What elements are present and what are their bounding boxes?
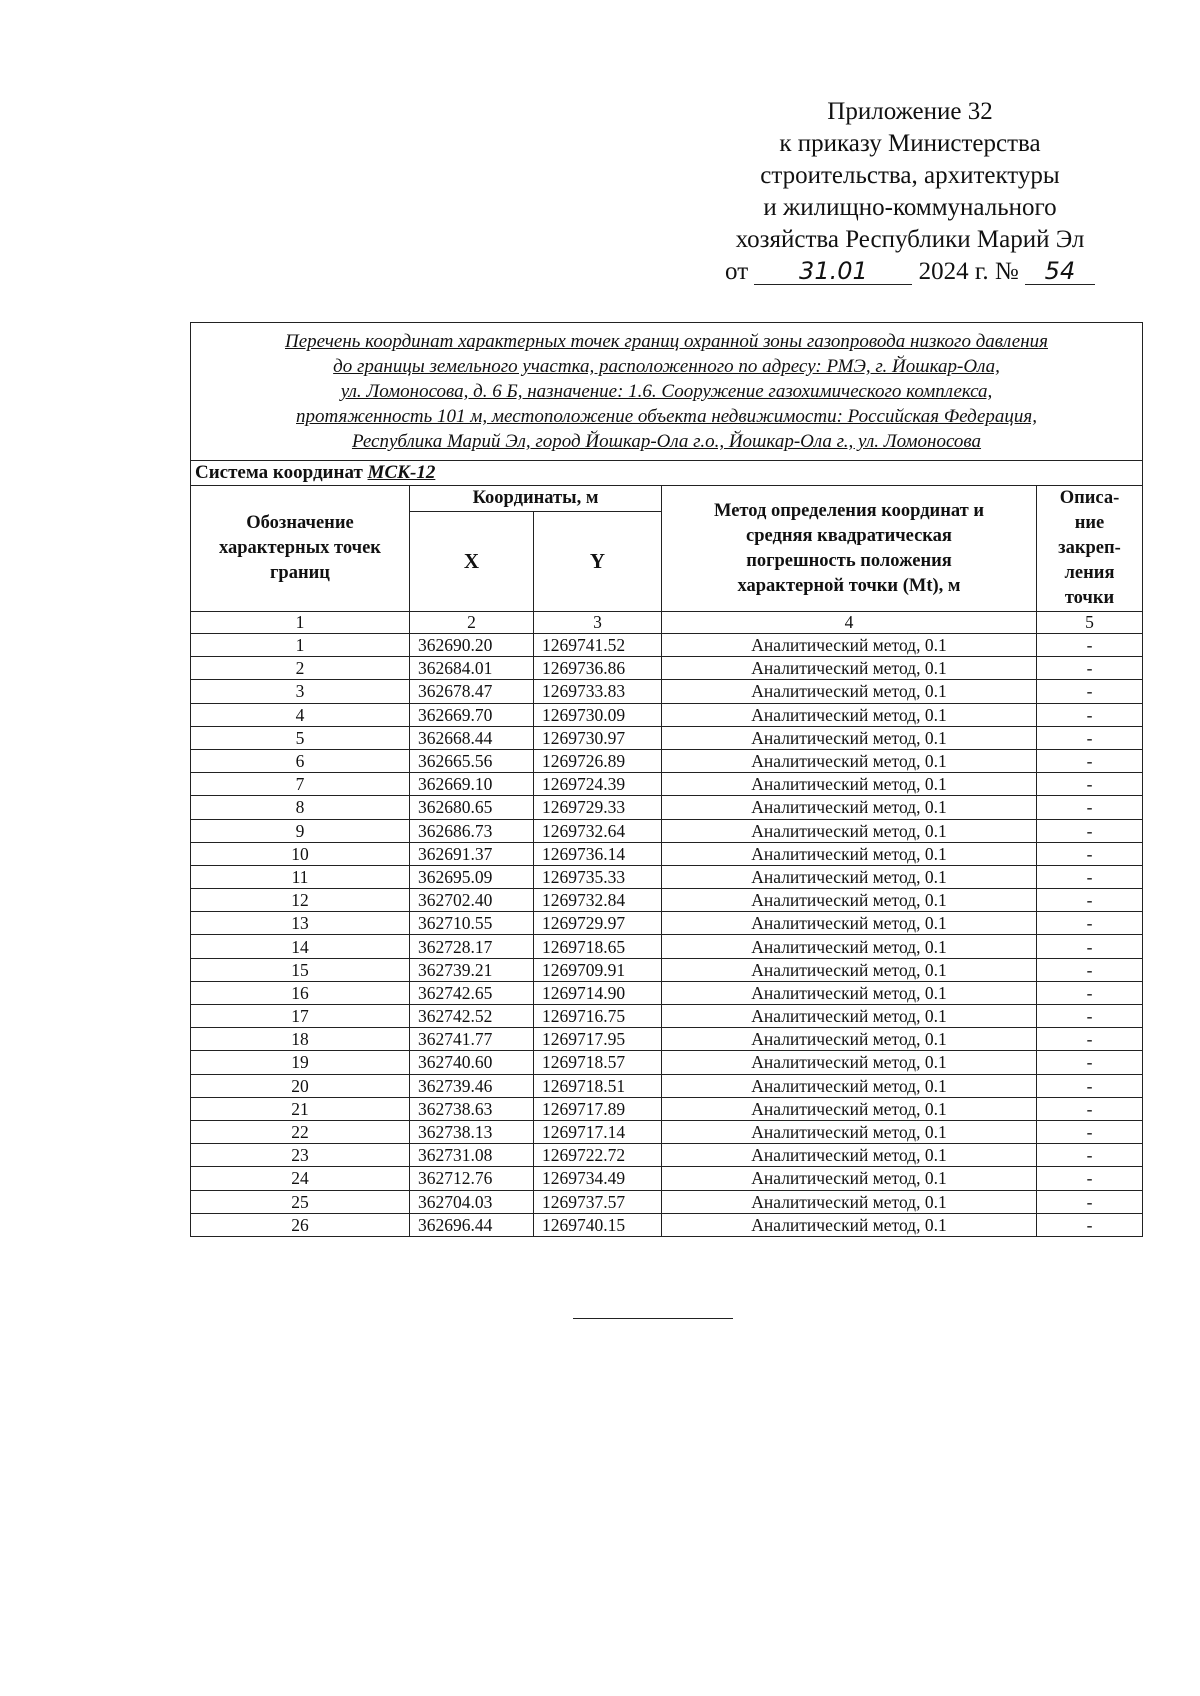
table-row	[191, 958, 1143, 981]
table-row	[191, 1097, 1143, 1120]
method-cell: Аналитический метод, 0.1	[662, 1120, 1037, 1143]
description-cell: -	[1037, 935, 1143, 958]
order-date-line	[680, 256, 1140, 288]
method-cell: Аналитический метод, 0.1	[662, 1051, 1037, 1074]
point-number-cell: 4	[191, 703, 410, 726]
table-row	[191, 1005, 1143, 1028]
table-title-row	[191, 323, 1143, 461]
description-cell: -	[1037, 1190, 1143, 1213]
coordinate-system-cell	[191, 461, 1143, 486]
ministry-name-line-2: и жилищно-коммунального	[763, 194, 1057, 221]
x-coordinate-cell: 362739.21	[410, 958, 534, 981]
method-cell: Аналитический метод, 0.1	[662, 634, 1037, 657]
description-cell: -	[1037, 1074, 1143, 1097]
y-coordinate-cell: 1269736.14	[534, 842, 662, 865]
x-coordinate-cell: 362739.46	[410, 1074, 534, 1097]
table-title-line: ул. Ломоносова, д. 6 Б, назначение: 1.6. Сооружение газохимического комплекса,	[340, 381, 993, 402]
end-of-document-line	[573, 1318, 733, 1319]
point-number-cell: 26	[191, 1213, 410, 1236]
header-row-1	[191, 486, 1143, 512]
x-coordinate-cell: 362684.01	[410, 657, 534, 680]
x-coordinate-cell: 362742.65	[410, 981, 534, 1004]
table-row	[191, 796, 1143, 819]
y-coordinate-cell: 1269726.89	[534, 749, 662, 772]
method-cell: Аналитический метод, 0.1	[662, 1190, 1037, 1213]
coordinate-system-name: МСК-12	[367, 462, 436, 483]
coordinates-table	[190, 322, 1143, 1237]
y-coordinate-cell: 1269717.14	[534, 1120, 662, 1143]
method-cell: Аналитический метод, 0.1	[662, 726, 1037, 749]
point-number-cell: 21	[191, 1097, 410, 1120]
table-row	[191, 819, 1143, 842]
method-cell: Аналитический метод, 0.1	[662, 819, 1037, 842]
point-number-cell: 8	[191, 796, 410, 819]
table-row	[191, 749, 1143, 772]
header-coordinates: Координаты, м	[410, 486, 662, 512]
y-coordinate-cell: 1269736.86	[534, 657, 662, 680]
header-text-line: границ	[270, 563, 330, 583]
method-cell: Аналитический метод, 0.1	[662, 958, 1037, 981]
table-row	[191, 1213, 1143, 1236]
point-number-cell: 20	[191, 1074, 410, 1097]
point-number-cell: 16	[191, 981, 410, 1004]
method-cell: Аналитический метод, 0.1	[662, 935, 1037, 958]
point-number-cell: 23	[191, 1144, 410, 1167]
table-row	[191, 912, 1143, 935]
column-numbers-row	[191, 612, 1143, 634]
description-cell: -	[1037, 657, 1143, 680]
y-coordinate-cell: 1269730.09	[534, 703, 662, 726]
y-coordinate-cell: 1269718.65	[534, 935, 662, 958]
description-cell: -	[1037, 889, 1143, 912]
table-row	[191, 703, 1143, 726]
table-title-line: протяженность 101 м, местоположение объекта недвижимости: Российская Федерация,	[296, 406, 1037, 427]
description-cell: -	[1037, 634, 1143, 657]
description-cell: -	[1037, 703, 1143, 726]
description-cell: -	[1037, 796, 1143, 819]
y-coordinate-cell: 1269735.33	[534, 865, 662, 888]
x-coordinate-cell: 362742.52	[410, 1005, 534, 1028]
method-cell: Аналитический метод, 0.1	[662, 703, 1037, 726]
point-number-cell: 10	[191, 842, 410, 865]
ministry-name-line-1: строительства, архитектуры	[760, 162, 1060, 189]
x-coordinate-cell: 362665.56	[410, 749, 534, 772]
table-title	[191, 323, 1143, 461]
header-point-designation	[191, 486, 410, 612]
table-row	[191, 1074, 1143, 1097]
description-cell: -	[1037, 865, 1143, 888]
ministry-name-line-3: хозяйства Республики Марий Эл	[735, 226, 1085, 253]
table-row	[191, 935, 1143, 958]
y-coordinate-cell: 1269737.57	[534, 1190, 662, 1213]
y-coordinate-cell: 1269718.51	[534, 1074, 662, 1097]
description-cell: -	[1037, 958, 1143, 981]
table-title-line: Республика Марий Эл, город Йошкар-Ола г.о., Йошкар-Ола г., ул. Ломоносова	[351, 431, 982, 452]
header-description	[1037, 486, 1143, 612]
description-cell: -	[1037, 1028, 1143, 1051]
handwritten-date: 31.01	[754, 258, 912, 285]
header-text-line: Метод определения координат и	[713, 500, 985, 521]
x-coordinate-cell: 362691.37	[410, 842, 534, 865]
appendix-title: Приложение 32	[827, 98, 993, 125]
table-row	[191, 726, 1143, 749]
y-coordinate-cell: 1269740.15	[534, 1213, 662, 1236]
point-number-cell: 17	[191, 1005, 410, 1028]
table-row	[191, 981, 1143, 1004]
x-coordinate-cell: 362710.55	[410, 912, 534, 935]
description-cell: -	[1037, 1051, 1143, 1074]
data-rows	[191, 634, 1143, 1237]
y-coordinate-cell: 1269716.75	[534, 1005, 662, 1028]
method-cell: Аналитический метод, 0.1	[662, 657, 1037, 680]
point-number-cell: 15	[191, 958, 410, 981]
coordinate-system-label: Система координат	[195, 462, 363, 483]
header-text-line: точки	[1064, 588, 1115, 608]
table-row	[191, 1051, 1143, 1074]
method-cell: Аналитический метод, 0.1	[662, 981, 1037, 1004]
table-row	[191, 773, 1143, 796]
x-coordinate-cell: 362738.13	[410, 1120, 534, 1143]
header-method	[662, 486, 1037, 612]
point-number-cell: 14	[191, 935, 410, 958]
table-row	[191, 1028, 1143, 1051]
header-text-line: средняя квадратическая	[746, 525, 952, 546]
method-cell: Аналитический метод, 0.1	[662, 680, 1037, 703]
y-coordinate-cell: 1269734.49	[534, 1167, 662, 1190]
table-row	[191, 634, 1143, 657]
point-number-cell: 9	[191, 819, 410, 842]
point-number-cell: 25	[191, 1190, 410, 1213]
x-coordinate-cell: 362669.10	[410, 773, 534, 796]
description-cell: -	[1037, 842, 1143, 865]
table-row	[191, 1120, 1143, 1143]
x-coordinate-cell: 362731.08	[410, 1144, 534, 1167]
y-coordinate-cell: 1269729.97	[534, 912, 662, 935]
y-coordinate-cell: 1269717.95	[534, 1028, 662, 1051]
point-number-cell: 11	[191, 865, 410, 888]
header-text-line: характерной точки (Mt), м	[737, 575, 961, 596]
table-row	[191, 657, 1143, 680]
handwritten-order-number: 54	[1025, 258, 1095, 285]
x-coordinate-cell: 362678.47	[410, 680, 534, 703]
method-cell: Аналитический метод, 0.1	[662, 773, 1037, 796]
header-text-line: Обозначение	[246, 513, 354, 533]
order-reference-line: к приказу Министерства	[779, 130, 1041, 157]
table-title-line: до границы земельного участка, расположенного по адресу: РМЭ, г. Йошкар-Ола,	[333, 356, 1000, 377]
method-cell: Аналитический метод, 0.1	[662, 889, 1037, 912]
method-cell: Аналитический метод, 0.1	[662, 1144, 1037, 1167]
method-cell: Аналитический метод, 0.1	[662, 842, 1037, 865]
y-coordinate-cell: 1269709.91	[534, 958, 662, 981]
description-cell: -	[1037, 819, 1143, 842]
column-number: 3	[534, 612, 662, 634]
y-coordinate-cell: 1269732.64	[534, 819, 662, 842]
point-number-cell: 5	[191, 726, 410, 749]
table-title-line: Перечень координат характерных точек границ охранной зоны газопровода низкого давления	[285, 331, 1048, 352]
y-coordinate-cell: 1269729.33	[534, 796, 662, 819]
header-text-line: Описа-	[1059, 488, 1120, 508]
header-text-line: закреп-	[1058, 538, 1121, 558]
point-number-cell: 22	[191, 1120, 410, 1143]
y-coordinate-cell: 1269741.52	[534, 634, 662, 657]
header-x: X	[410, 512, 534, 612]
method-cell: Аналитический метод, 0.1	[662, 912, 1037, 935]
description-cell: -	[1037, 1005, 1143, 1028]
method-cell: Аналитический метод, 0.1	[662, 796, 1037, 819]
x-coordinate-cell: 362741.77	[410, 1028, 534, 1051]
description-cell: -	[1037, 749, 1143, 772]
point-number-cell: 6	[191, 749, 410, 772]
table-row	[191, 1144, 1143, 1167]
header-y: Y	[534, 512, 662, 612]
x-coordinate-cell: 362702.40	[410, 889, 534, 912]
x-coordinate-cell: 362728.17	[410, 935, 534, 958]
point-number-cell: 19	[191, 1051, 410, 1074]
column-number: 2	[410, 612, 534, 634]
date-prefix: от	[725, 258, 749, 285]
point-number-cell: 1	[191, 634, 410, 657]
description-cell: -	[1037, 1120, 1143, 1143]
description-cell: -	[1037, 1213, 1143, 1236]
table-row	[191, 1167, 1143, 1190]
method-cell: Аналитический метод, 0.1	[662, 1074, 1037, 1097]
method-cell: Аналитический метод, 0.1	[662, 1167, 1037, 1190]
point-number-cell: 12	[191, 889, 410, 912]
table-row	[191, 680, 1143, 703]
table-row	[191, 1190, 1143, 1213]
method-cell: Аналитический метод, 0.1	[662, 1097, 1037, 1120]
column-number: 4	[662, 612, 1037, 634]
x-coordinate-cell: 362712.76	[410, 1167, 534, 1190]
description-cell: -	[1037, 1144, 1143, 1167]
x-coordinate-cell: 362704.03	[410, 1190, 534, 1213]
description-cell: -	[1037, 1167, 1143, 1190]
x-coordinate-cell: 362680.65	[410, 796, 534, 819]
point-number-cell: 13	[191, 912, 410, 935]
point-number-cell: 24	[191, 1167, 410, 1190]
column-number: 1	[191, 612, 410, 634]
table-row	[191, 865, 1143, 888]
header-text-line: ления	[1064, 563, 1115, 583]
x-coordinate-cell: 362669.70	[410, 703, 534, 726]
table-row	[191, 889, 1143, 912]
x-coordinate-cell: 362696.44	[410, 1213, 534, 1236]
appendix-header	[680, 96, 1140, 288]
point-number-cell: 18	[191, 1028, 410, 1051]
header-text-line: ние	[1074, 513, 1105, 533]
coordinate-system-row	[191, 461, 1143, 486]
x-coordinate-cell: 362695.09	[410, 865, 534, 888]
description-cell: -	[1037, 680, 1143, 703]
description-cell: -	[1037, 981, 1143, 1004]
method-cell: Аналитический метод, 0.1	[662, 1028, 1037, 1051]
y-coordinate-cell: 1269722.72	[534, 1144, 662, 1167]
x-coordinate-cell: 362740.60	[410, 1051, 534, 1074]
x-coordinate-cell: 362738.63	[410, 1097, 534, 1120]
point-number-cell: 7	[191, 773, 410, 796]
description-cell: -	[1037, 726, 1143, 749]
x-coordinate-cell: 362668.44	[410, 726, 534, 749]
y-coordinate-cell: 1269733.83	[534, 680, 662, 703]
y-coordinate-cell: 1269732.84	[534, 889, 662, 912]
year-and-number-label: 2024 г. №	[918, 258, 1019, 285]
y-coordinate-cell: 1269730.97	[534, 726, 662, 749]
x-coordinate-cell: 362690.20	[410, 634, 534, 657]
method-cell: Аналитический метод, 0.1	[662, 1005, 1037, 1028]
method-cell: Аналитический метод, 0.1	[662, 749, 1037, 772]
method-cell: Аналитический метод, 0.1	[662, 1213, 1037, 1236]
point-number-cell: 2	[191, 657, 410, 680]
y-coordinate-cell: 1269714.90	[534, 981, 662, 1004]
y-coordinate-cell: 1269724.39	[534, 773, 662, 796]
table-row	[191, 842, 1143, 865]
method-cell: Аналитический метод, 0.1	[662, 865, 1037, 888]
description-cell: -	[1037, 912, 1143, 935]
description-cell: -	[1037, 1097, 1143, 1120]
y-coordinate-cell: 1269717.89	[534, 1097, 662, 1120]
column-number: 5	[1037, 612, 1143, 634]
header-text-line: характерных точек	[219, 538, 381, 558]
y-coordinate-cell: 1269718.57	[534, 1051, 662, 1074]
point-number-cell: 3	[191, 680, 410, 703]
description-cell: -	[1037, 773, 1143, 796]
header-text-line: погрешность положения	[746, 550, 952, 571]
x-coordinate-cell: 362686.73	[410, 819, 534, 842]
